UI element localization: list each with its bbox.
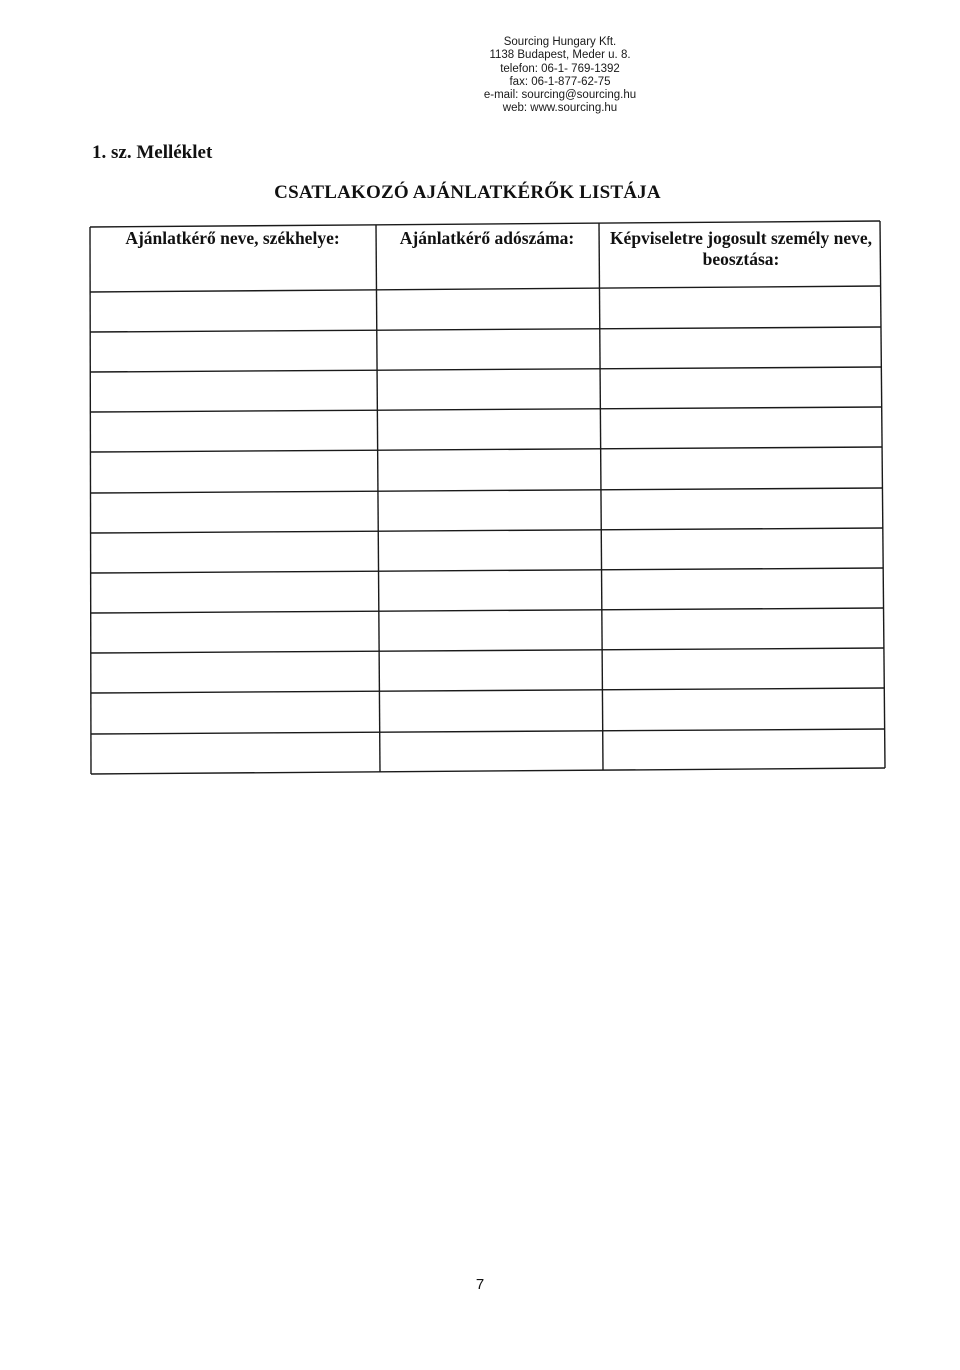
company-address: 1138 Budapest, Meder u. 8. bbox=[489, 49, 631, 62]
table-cell bbox=[602, 572, 880, 609]
table-cell bbox=[602, 293, 880, 330]
company-web: web: www.sourcing.hu bbox=[502, 102, 618, 115]
table-cell bbox=[378, 651, 600, 688]
table-cell bbox=[378, 572, 600, 609]
table-cell bbox=[378, 293, 600, 330]
table-cell bbox=[92, 492, 376, 529]
table-header-divider bbox=[90, 286, 880, 292]
company-phone: telefon: 06-1- 769-1392 bbox=[500, 62, 620, 75]
table-cell bbox=[378, 691, 600, 728]
table-cell bbox=[602, 532, 880, 569]
table-cell bbox=[602, 691, 880, 728]
table-cell bbox=[602, 611, 880, 648]
table-cell bbox=[602, 333, 880, 370]
table-cell bbox=[378, 412, 600, 449]
table-cell bbox=[378, 532, 600, 569]
company-name: Sourcing Hungary Kft. bbox=[503, 36, 617, 48]
table-left-border bbox=[90, 227, 91, 774]
table-cell bbox=[602, 373, 880, 410]
company-email: e-mail: sourcing@sourcing.hu bbox=[483, 89, 637, 102]
annex-label: 1. sz. Melléklet bbox=[92, 142, 213, 163]
table-cell bbox=[92, 333, 376, 370]
table-cell bbox=[92, 412, 376, 449]
table-cell bbox=[92, 691, 376, 728]
table-cell bbox=[92, 532, 376, 569]
table-cell bbox=[378, 611, 600, 648]
table-cell bbox=[602, 412, 880, 449]
document-title: CSATLAKOZÓ AJÁNLATKÉRŐK LISTÁJA bbox=[274, 182, 661, 203]
table-cell bbox=[602, 492, 880, 529]
company-fax: fax: 06-1-877-62-75 bbox=[509, 75, 611, 88]
page-number: 7 bbox=[475, 1276, 485, 1293]
table-cell bbox=[92, 293, 376, 330]
table-bottom-border bbox=[91, 768, 885, 774]
table-cell bbox=[602, 452, 880, 489]
table-cell bbox=[92, 373, 376, 410]
header-requester-name: Ajánlatkérő neve, székhelye: bbox=[125, 228, 340, 248]
table-cell bbox=[378, 373, 600, 410]
table-cell bbox=[378, 492, 600, 529]
table-cell bbox=[92, 651, 376, 688]
table-cell bbox=[602, 731, 880, 768]
table-cell bbox=[378, 333, 600, 370]
table-right-border bbox=[880, 221, 885, 768]
table-cell bbox=[92, 452, 376, 489]
table-cell bbox=[602, 651, 880, 688]
table-top-border bbox=[90, 221, 880, 227]
header-tax-number: Ajánlatkérő adószáma: bbox=[399, 228, 575, 248]
table-cell bbox=[378, 452, 600, 489]
table-cell bbox=[378, 731, 600, 768]
header-representative: Képviseletre jogosult személy neve, beosztása: bbox=[609, 228, 873, 269]
table-cell bbox=[92, 572, 376, 609]
table-cell bbox=[92, 611, 376, 648]
table-cell bbox=[92, 731, 376, 768]
